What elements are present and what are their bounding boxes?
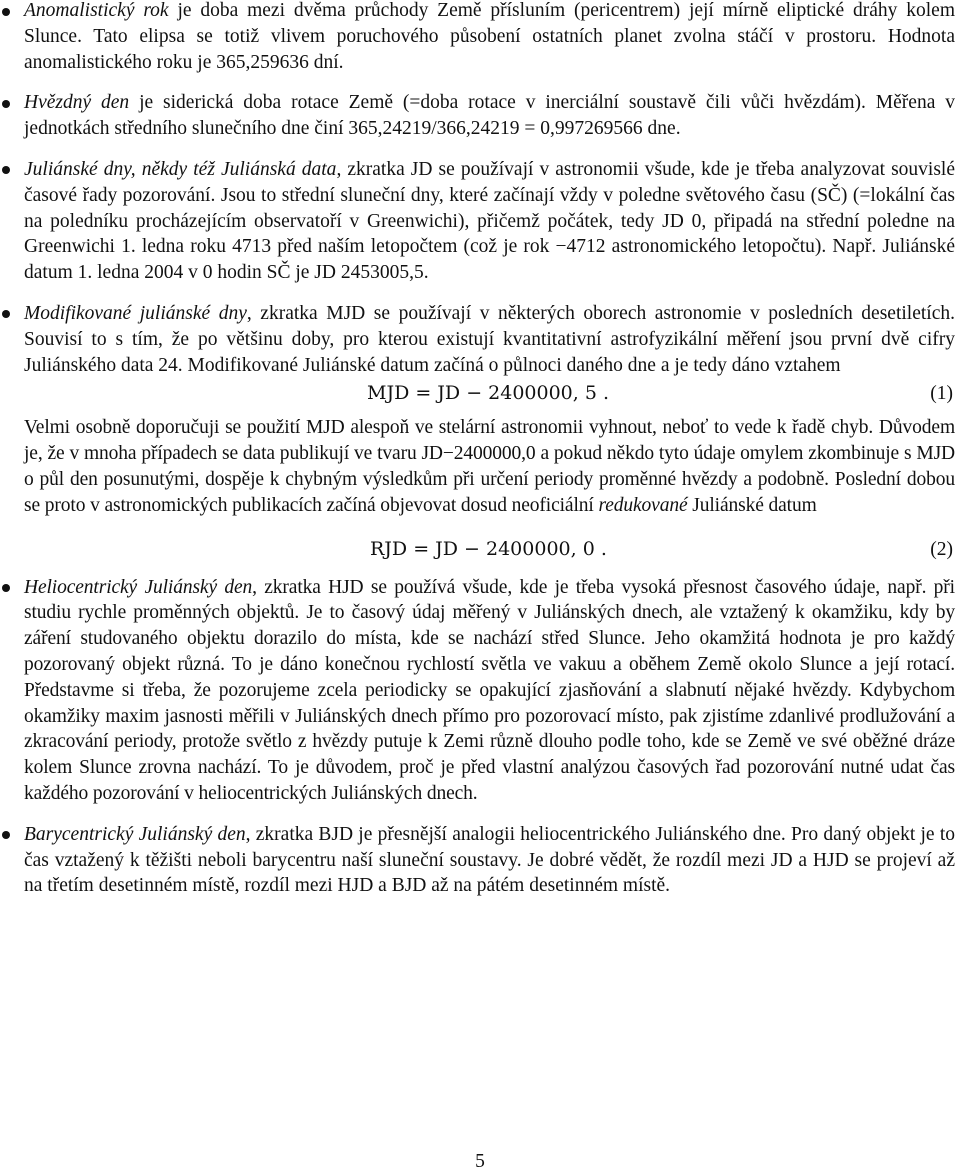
bullet-icon: [2, 100, 10, 108]
paragraph: [24, 822, 955, 899]
term: Heliocentrický Juliánský den: [24, 576, 253, 598]
paragraph: [24, 90, 955, 142]
equation-1: [24, 381, 955, 411]
bullet-icon: [2, 831, 10, 839]
paragraph: [24, 0, 955, 75]
equation-formula: MJD = JD − 2400000, 5 .: [367, 382, 610, 405]
continuation-text: Juliánské datum: [687, 494, 817, 516]
definition-text: , zkratka JD se používají v astronomii všude, kde je třeba analyzovat souvislé časové řady pozorování. Jsou to střední sluneční dny, které začínají vždy v poledne světového času (SČ) (=lokální čas na poledníku procházejícím observatoří v Greenwichi), přičemž počátek, tedy JD 0, připadá na střední poledne na Greenwichi 1. ledna roku 4713 před naším letopočtem (což je rok −4712 astronomického letopočtu). Např. Juliánské datum 1. ledna 2004 v 0 hodin SČ je JD 2453005,5.: [24, 158, 955, 284]
list-item: [24, 822, 955, 899]
list-item: [24, 157, 955, 286]
bullet-icon: [2, 8, 10, 16]
term: Modifikované juliánské dny: [24, 302, 247, 324]
continuation-text: Velmi osobně doporučuji se použití MJD alespoň ve stelární astronomii vyhnout, neboť to vede k řadě chyb. Důvodem je, že v mnoha případech se data publikují ve tvaru JD−2400000,0 a pokud někdo tyto údaje omylem zkombinuje s MJD o půl den posunutými, dospěje k chybným výsledkům při určení periody proměnné hvězdy a podobně. Poslední dobou se proto v astronomických publikacích začíná objevovat dosud neoficiální: [24, 417, 955, 516]
list-item: [24, 301, 955, 567]
paragraph: [24, 301, 955, 378]
paragraph: [24, 157, 955, 286]
term: Juliánské dny, někdy též Juliánská data: [24, 158, 337, 180]
definition-text: je doba mezi dvěma průchody Země přísluním (pericentrem) její mírně eliptické dráhy kolem Slunce. Tato elipsa se totiž vlivem poruchového působení ostatních planet zvolna stáčí v prostoru. Hodnota anomalistického roku je 365,259636 dní.: [24, 0, 955, 73]
definition-text: je siderická doba rotace Země (=doba rotace v inerciální soustavě čili vůči hvězdám). Měřena v jednotkách středního slunečního dne činí 365,24219/366,24219 = 0,997269566 dne.: [24, 92, 955, 140]
bullet-icon: [2, 166, 10, 174]
equation-2: [24, 537, 955, 567]
equation-number: (1): [930, 383, 953, 405]
list-item: [24, 0, 955, 75]
definition-text: , zkratka HJD se používá všude, kde je třeba vysoká přesnost časového údaje, např. při studiu rychle proměnných objektů. Je to časový údaj měřený v Juliánských dnech, ale vztažený k okamžiku, kdy by záření studovaného objektu dorazilo do místa, kde se nachází střed Slunce. Jeho okamžitá hodnota je pro každý pozorovaný objekt různá. To je dáno konečnou rychlostí světla ve vakuu a oběhem Země okolo Slunce a její rotací. Představme si třeba, že pozorujeme zcela periodicky se opakující zjasňování a slabnutí nějaké hvězdy. Kdybychom okamžiky maxim jasnosti měřili v Juliánských dnech přímo pro pozorovací místo, pak zjistíme zdanlivé prodlužování a zkracování periody, protože světlo z hvězdy putuje k Zemi různě dlouho podle toho, kde se Země ve své oběžné dráze kolem Slunce zrovna nachází. To je důvodem, proč je před vlastní analýzou časových řad pozorování nutné udat čas každého pozorování v heliocentrických Juliánských dnech.: [24, 576, 955, 804]
definition-text: , zkratka MJD se používají v některých oborech astronomie v posledních desetiletích. Souvisí to s tím, že po většinu doby, pro kterou existují kvantitativní astrofyzikální měření jsou první dvě cifry Juliánského data 24. Modifikované Juliánské datum začíná o půlnoci daného dne a je tedy dáno vztahem: [24, 302, 955, 376]
paragraph: [24, 415, 955, 518]
term: Barycentrický Juliánský den: [24, 823, 246, 845]
definition-text: , zkratka BJD je přesnější analogii heliocentrického Juliánského dne. Pro daný objekt je to čas vztažený k těžišti neboli barycentru naší sluneční soustavy. Je dobré vědět, že rozdíl mezi JD a HJD se projeví až na třetím desetinném místě, rozdíl mezi HJD a BJD až na pátém desetinném místě.: [24, 823, 955, 897]
bullet-icon: [2, 584, 10, 592]
equation-formula: RJD = JD − 2400000, 0 .: [370, 537, 607, 560]
list-item: [24, 90, 955, 142]
paragraph: [24, 575, 955, 807]
equation-number: (2): [930, 538, 953, 560]
term: Hvězdný den: [24, 92, 130, 114]
list-item: [24, 575, 955, 807]
page-number: 5: [475, 1151, 485, 1172]
bullet-icon: [2, 310, 10, 318]
term: Anomalistický rok: [24, 0, 169, 21]
emphasis: redukované: [598, 494, 688, 516]
